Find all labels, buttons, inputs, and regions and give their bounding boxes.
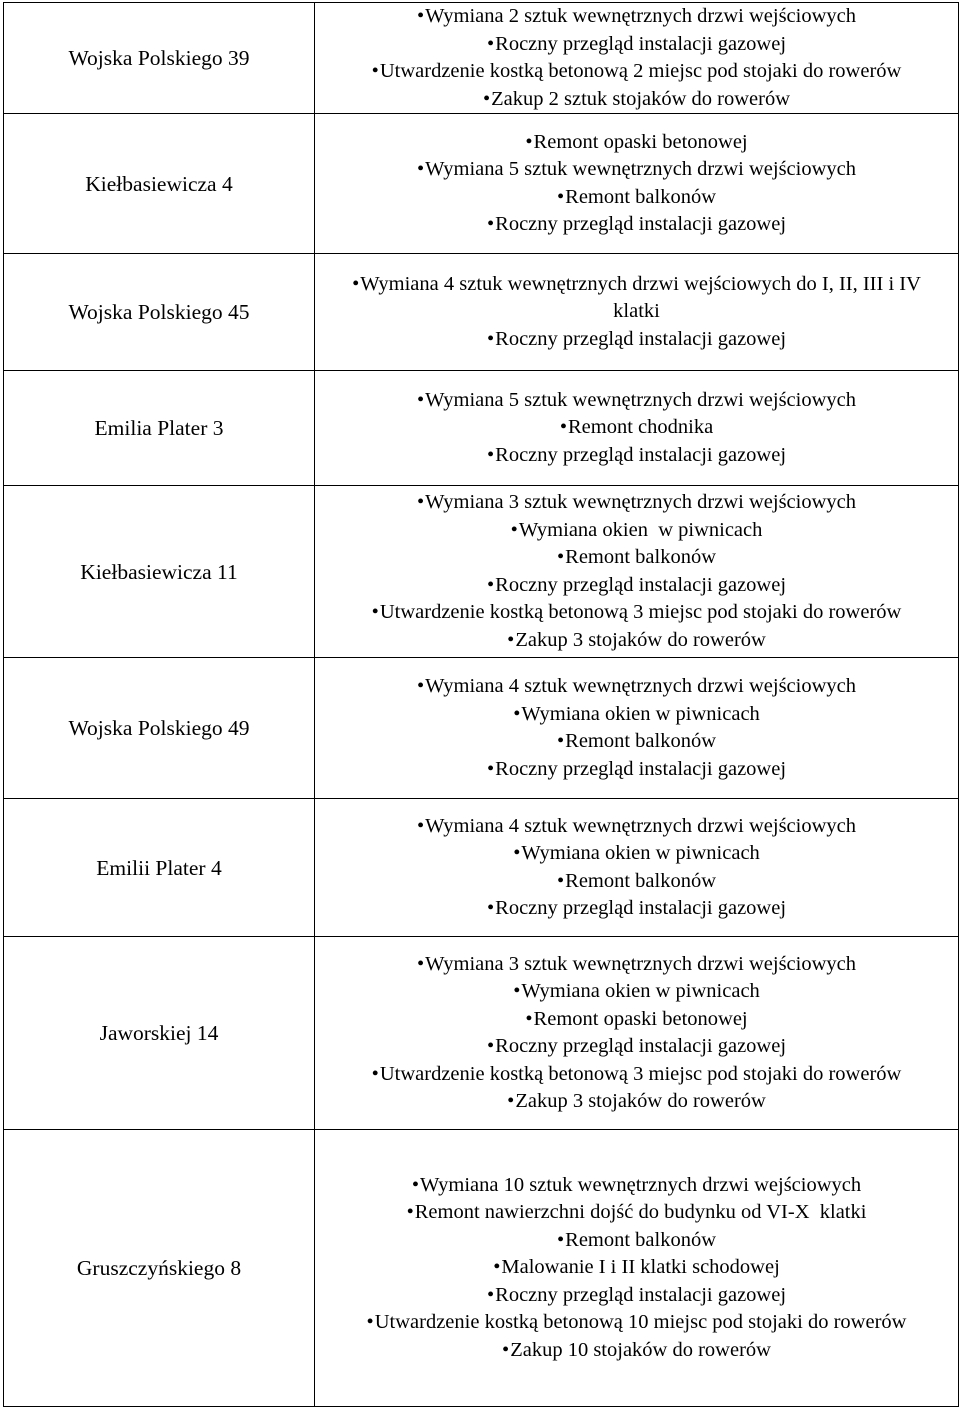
address-cell: Wojska Polskiego 45 [4, 254, 315, 371]
address-cell: Emilia Plater 3 [4, 371, 315, 486]
task-item: • Remont nawierzchni dojść do budynku od VI-X klatki [315, 1199, 958, 1227]
task-item: • Wymiana 3 sztuk wewnętrznych drzwi wejściowych [315, 489, 958, 517]
task-item: • Wymiana 4 sztuk wewnętrznych drzwi wejściowych [315, 673, 958, 701]
table-row [4, 799, 959, 937]
table-row [4, 486, 959, 658]
task-item: • Wymiana 4 sztuk wewnętrznych drzwi wejściowych [315, 813, 958, 841]
task-item: • Malowanie I i II klatki schodowej [315, 1254, 958, 1282]
address-cell: Wojska Polskiego 39 [4, 3, 315, 114]
task-item: • Remont opaski betonowej [315, 129, 958, 157]
address-cell: Jaworskiej 14 [4, 937, 315, 1130]
table-row [4, 658, 959, 799]
task-item: • Roczny przegląd instalacji gazowej [315, 31, 958, 59]
task-item: • Utwardzenie kostką betonową 2 miejsc pod stojaki do rowerów [315, 58, 958, 86]
address-cell: Wojska Polskiego 49 [4, 658, 315, 799]
task-item: • Utwardzenie kostką betonową 3 miejsc pod stojaki do rowerów [315, 599, 958, 627]
table-row [4, 1130, 959, 1407]
task-item: • Wymiana okien w piwnicach [315, 978, 958, 1006]
task-item: • Roczny przegląd instalacji gazowej [315, 895, 958, 923]
address-cell: Emilii Plater 4 [4, 799, 315, 937]
tasks-cell [315, 658, 959, 799]
task-item: • Zakup 10 stojaków do rowerów [315, 1337, 958, 1365]
table-row [4, 254, 959, 371]
task-item: • Remont chodnika [315, 414, 958, 442]
task-item: • Wymiana 4 sztuk wewnętrznych drzwi wejściowych do I, II, III i IV klatki [315, 271, 958, 326]
task-item: • Remont opaski betonowej [315, 1006, 958, 1034]
task-item: • Roczny przegląd instalacji gazowej [315, 756, 958, 784]
task-item: • Roczny przegląd instalacji gazowej [315, 211, 958, 239]
task-item: • Remont balkonów [315, 728, 958, 756]
task-item: • Roczny przegląd instalacji gazowej [315, 1282, 958, 1310]
address-cell: Kiełbasiewicza 4 [4, 114, 315, 254]
task-item: • Roczny przegląd instalacji gazowej [315, 572, 958, 600]
tasks-cell [315, 114, 959, 254]
tasks-cell [315, 937, 959, 1130]
table-row [4, 3, 959, 114]
task-item: • Wymiana okien w piwnicach [315, 840, 958, 868]
table-row [4, 114, 959, 254]
task-item: • Wymiana 3 sztuk wewnętrznych drzwi wejściowych [315, 951, 958, 979]
tasks-cell [315, 1130, 959, 1407]
task-item: • Wymiana 5 sztuk wewnętrznych drzwi wejściowych [315, 387, 958, 415]
task-item: • Zakup 3 stojaków do rowerów [315, 627, 958, 655]
task-item: • Wymiana okien w piwnicach [315, 701, 958, 729]
tasks-cell [315, 3, 959, 114]
task-item: • Remont balkonów [315, 184, 958, 212]
task-item: • Utwardzenie kostką betonową 10 miejsc pod stojaki do rowerów [315, 1309, 958, 1337]
task-item: • Remont balkonów [315, 868, 958, 896]
tasks-cell [315, 799, 959, 937]
task-item: • Zakup 2 sztuk stojaków do rowerów [315, 86, 958, 114]
task-item: • Remont balkonów [315, 544, 958, 572]
task-item: • Roczny przegląd instalacji gazowej [315, 326, 958, 354]
task-item: • Roczny przegląd instalacji gazowej [315, 442, 958, 470]
task-item: • Wymiana 10 sztuk wewnętrznych drzwi wejściowych [315, 1172, 958, 1200]
table-row [4, 371, 959, 486]
tasks-cell [315, 371, 959, 486]
task-item: • Zakup 3 stojaków do rowerów [315, 1088, 958, 1116]
tasks-cell [315, 486, 959, 658]
task-item: • Remont balkonów [315, 1227, 958, 1255]
address-cell: Gruszczyńskiego 8 [4, 1130, 315, 1407]
address-cell: Kiełbasiewicza 11 [4, 486, 315, 658]
task-item: • Wymiana 5 sztuk wewnętrznych drzwi wejściowych [315, 156, 958, 184]
tasks-cell [315, 254, 959, 371]
table-row [4, 937, 959, 1130]
task-item: • Utwardzenie kostką betonową 3 miejsc pod stojaki do rowerów [315, 1061, 958, 1089]
task-item: • Wymiana 2 sztuk wewnętrznych drzwi wejściowych [315, 3, 958, 31]
works-table [3, 2, 959, 1407]
task-item: • Wymiana okien w piwnicach [315, 517, 958, 545]
task-item: • Roczny przegląd instalacji gazowej [315, 1033, 958, 1061]
